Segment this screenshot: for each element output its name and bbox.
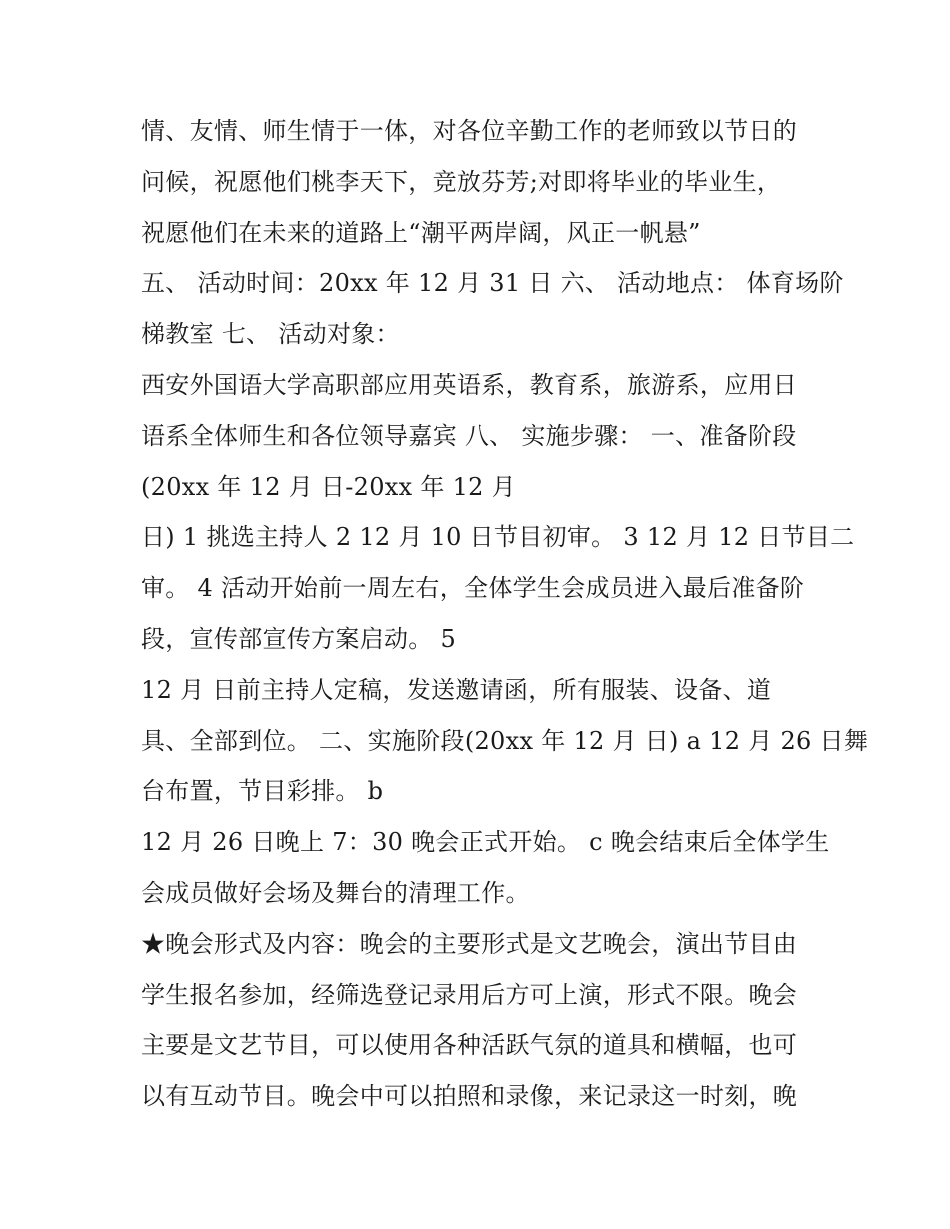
text-line: 问候，祝愿他们桃李天下，竞放芬芳;对即将毕业的毕业生， [141, 167, 782, 196]
text-line: 日) 1 挑选主持人 2 12 月 10 日节目初审。 3 12 月 12 日节目二 [141, 523, 855, 552]
text-line: 以有互动节目。晚会中可以拍照和录像，来记录这一时刻，晚 [141, 1082, 798, 1111]
text-line: 12 月 日前主持人定稿，发送邀请函，所有服装、设备、道 [141, 675, 772, 704]
text-line: 五、 活动时间：20xx 年 12 月 31 日 六、 活动地点： 体育场阶 [141, 269, 844, 298]
text-line: 西安外国语大学高职部应用英语系，教育系，旅游系，应用日 [141, 370, 798, 399]
text-line: 审。 4 活动开始前一周左右，全体学生会成员进入最后准备阶 [141, 574, 805, 603]
body-text [141, 106, 869, 1122]
text-line: 12 月 26 日晚上 7：30 晚会正式开始。 c 晚会结束后全体学生 [141, 828, 830, 857]
text-line: 主要是文艺节目，可以使用各种活跃气氛的道具和横幅，也可 [141, 1031, 798, 1060]
text-line: 情、友情、师生情于一体，对各位辛勤工作的老师致以节日的 [141, 117, 798, 145]
text-line: 祝愿他们在未来的道路上“潮平两岸阔，风正一帆悬” [141, 218, 701, 247]
text-line: 梯教室 七、 活动对象： [141, 320, 400, 349]
text-line: (20xx 年 12 月 日-20xx 年 12 月 [141, 472, 516, 501]
text-line: 台布置，节目彩排。 b [141, 777, 384, 806]
text-line: 段，宣传部宣传方案启动。 5 [141, 624, 457, 653]
text-line: 学生报名参加，经筛选登记录用后方可上演，形式不限。晚会 [141, 980, 798, 1009]
text-line: 会成员做好会场及舞台的清理工作。 [141, 878, 530, 907]
text-line: 语系全体师生和各位领导嘉宾 八、 实施步骤： 一、准备阶段 [141, 421, 797, 450]
text-line: 具、全部到位。 二、实施阶段(20xx 年 12 月 日) a 12 月 26 日舞 [141, 726, 869, 755]
text-line: ★晚会形式及内容：晚会的主要形式是文艺晚会，演出节目由 [141, 929, 798, 958]
